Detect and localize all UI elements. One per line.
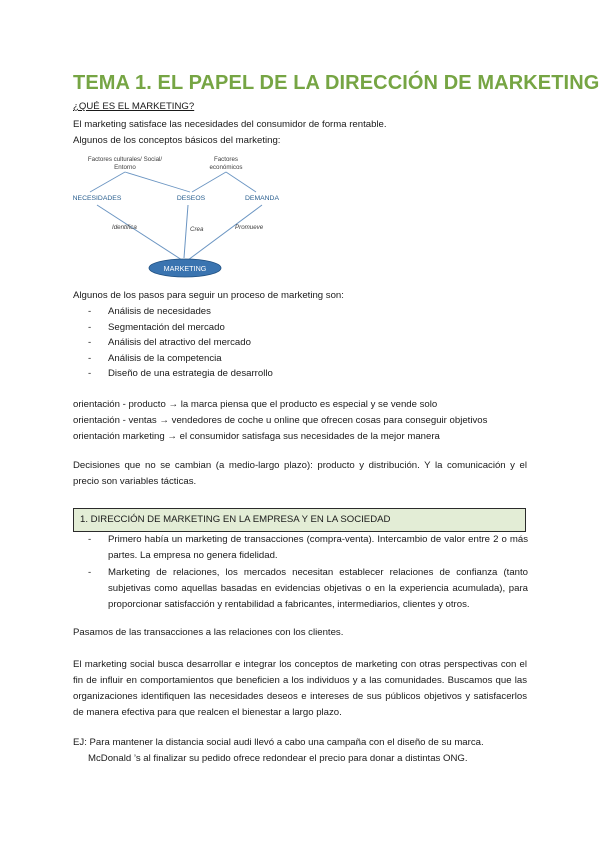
node-necesidades: NECESIDADES: [72, 195, 122, 202]
list-item: - Análisis del atractivo del mercado: [88, 335, 273, 351]
intro-line-1: El marketing satisface las necesidades del consumidor de forma rentable.: [73, 119, 387, 130]
node-deseos: DESEOS: [176, 195, 206, 202]
list-item: - Análisis de la competencia: [88, 351, 273, 367]
steps-intro: Algunos de los pasos para seguir un proceso de marketing son:: [73, 290, 344, 301]
list-item: - Segmentación del mercado: [88, 320, 273, 336]
section-subheading: ¿QUÉ ES EL MARKETING?: [73, 101, 195, 112]
list-item: - Diseño de una estrategia de desarrollo: [88, 366, 273, 382]
section-1-bullets: [88, 532, 528, 614]
economic-factors-label: Factores: [213, 156, 239, 163]
transition-line: Pasamos de las transacciones a las relaciones con los clientes.: [73, 627, 344, 638]
marketing-center-label: MARKETING: [163, 264, 207, 273]
list-item: - Marketing de relaciones, los mercados necesitan establecer relaciones de confianza (tanto subjetivas como aquellas basadas en evidencias objetivas o en la experiencia acumulada), para proporcionar satisfacción y rentabilidad a fabricantes, intermediarios, clientes y otros.: [88, 565, 528, 613]
page-title: TEMA 1. EL PAPEL DE LA DIRECCIÓN DE MARKETING: [73, 72, 600, 94]
list-item: - Análisis de necesidades: [88, 304, 273, 320]
cultural-factors-label: Factores culturales/ Social/: [87, 156, 163, 163]
cultural-factors-label-2: Entorno: [114, 164, 136, 171]
marketing-concepts-diagram: [70, 152, 300, 280]
orientation-producto: orientación - producto → la marca piensa que el producto es especial y se vende solo: [73, 399, 438, 410]
node-demanda: DEMANDA: [245, 195, 279, 202]
social-marketing-paragraph: El marketing social busca desarrollar e integrar los conceptos de marketing con otras perspectivas con el fin de influir en comportamientos que beneficien a los individuos y a las comunidades. Buscamos que las organizaciones identifiquen las necesidades deseos e intereses de sus públicos objetivos y satisfacerlos de manera efectiva para que realcen el bienestar a largo plazo.: [73, 659, 527, 718]
example-line-2: McDonald ’s al finalizar su pedido ofrece redondear el precio para donar a distintas ONG.: [88, 753, 468, 764]
decisions-paragraph: Decisiones que no se cambian (a medio-largo plazo): producto y distribución. Y la comunicación y el precio son variables tácticas.: [73, 460, 527, 487]
list-item: - Primero había un marketing de transacciones (compra-venta). Intercambio de valor entre 2 o más partes. La empresa no genera fidelidad.: [88, 532, 528, 564]
orientation-marketing: orientación marketing → el consumidor satisfaga sus necesidades de la mejor manera: [73, 431, 440, 442]
intro-line-2: Algunos de los conceptos básicos del marketing:: [73, 135, 281, 146]
edge-label-crea: Crea: [190, 226, 204, 233]
edge-label-identifica: Identifica: [112, 224, 137, 231]
section-1-heading: 1. DIRECCIÓN DE MARKETING EN LA EMPRESA Y EN LA SOCIEDAD: [73, 508, 526, 532]
edge-label-promueve: Promueve: [235, 224, 264, 231]
economic-factors-label-2: económicos: [209, 164, 243, 171]
orientation-ventas: orientación - ventas → vendedores de coche u online que ofrecen cosas para conseguir objetivos: [73, 415, 488, 426]
marketing-steps-list: [88, 304, 273, 382]
example-line-1: EJ: Para mantener la distancia social audi llevó a cabo una campaña con el diseño de su marca.: [73, 737, 484, 748]
